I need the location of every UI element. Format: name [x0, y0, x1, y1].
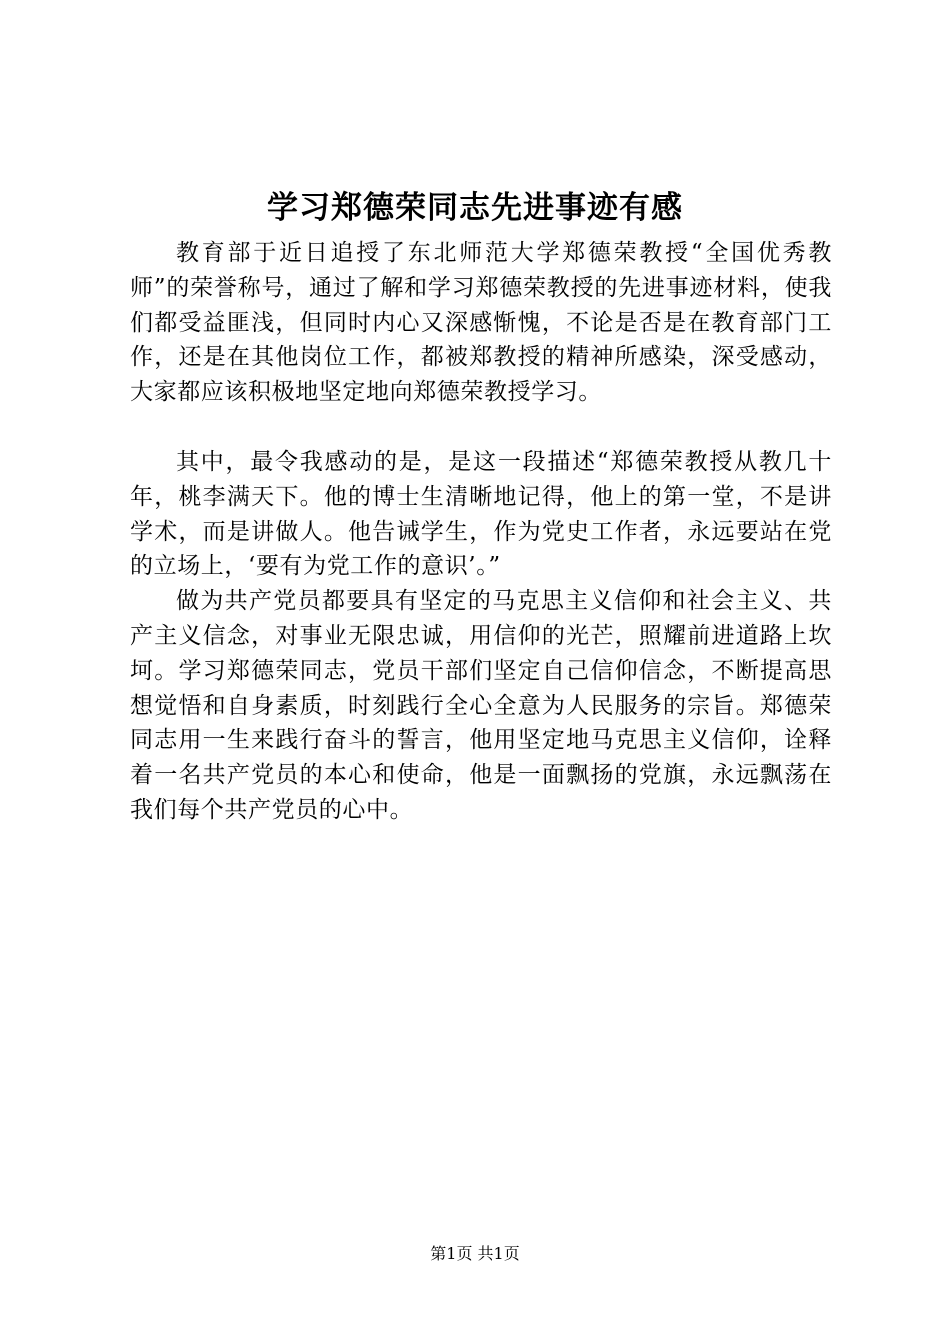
page-title: 学习郑德荣同志先进事迹有感: [267, 190, 683, 226]
paragraph-3: 做为共产党员都要具有坚定的马克思主义信仰和社会主义、共产主义信念，对事业无限忠诚，用信仰的光芒，照耀前进道路上坎坷。学习郑德荣同志，党员干部们坚定自己信仰信念，不断提高思想觉悟和自身素质，时刻践行全心全意为人民服务的宗旨。郑德荣同志用一生来践行奋斗的誓言，他用坚定地马克思主义信仰，诠释着一名共产党员的本心和使命，他是一面飘扬的党旗，永远飘荡在我们每个共产党员的心中。: [130, 588, 832, 823]
paragraph-2: 其中，最令我感动的是，是这一段描述“郑德荣教授从教几十年，桃李满天下。他的博士生清晰地记得，他上的第一堂，不是讲学术，而是讲做人。他告诫学生，作为党史工作者，永远要站在党的立场上，‘要有为党工作的意识’。”: [130, 448, 832, 580]
paragraph-gap: [130, 410, 832, 445]
page-number-footer: 第1页 共1页: [430, 1244, 520, 1263]
paragraph-1: 教育部于近日追授了东北师范大学郑德荣教授“全国优秀教师”的荣誉称号，通过了解和学习郑德荣教授的先进事迹材料，使我们都受益匪浅，但同时内心又深感惭愧，不论是否是在教育部门工作，还是在其他岗位工作，都被郑教授的精神所感染，深受感动，大家都应该积极地坚定地向郑德荣教授学习。: [130, 240, 832, 406]
document-body: [130, 236, 832, 828]
